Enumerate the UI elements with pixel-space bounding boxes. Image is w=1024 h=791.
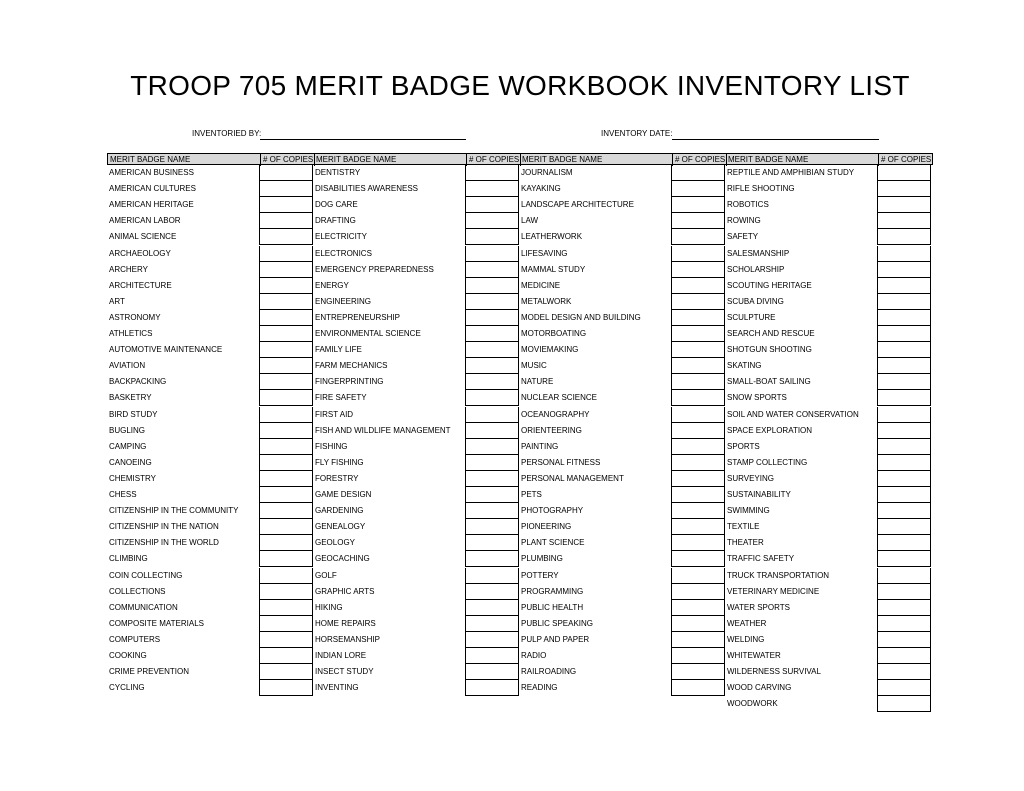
copies-entry-box[interactable]: [465, 165, 519, 181]
copies-entry-box[interactable]: [877, 423, 931, 439]
copies-entry-box[interactable]: [671, 246, 725, 262]
merit-badge-name: PERSONAL FITNESS: [521, 457, 601, 467]
merit-badge-name: SALESMANSHIP: [727, 248, 790, 258]
merit-badge-name: TEXTILE: [727, 522, 760, 532]
copies-entry-box[interactable]: [465, 262, 519, 278]
merit-badge-name: SAFETY: [727, 232, 759, 242]
copies-entry-box[interactable]: [465, 246, 519, 262]
copies-entry-box[interactable]: [259, 632, 313, 648]
merit-badge-name: DISABILITIES AWARENESS: [315, 184, 418, 194]
copies-entry-box[interactable]: [465, 390, 519, 406]
table-header-row: [107, 153, 933, 165]
merit-badge-name: GEOLOGY: [315, 538, 356, 548]
merit-badge-name: CANOEING: [109, 457, 152, 467]
merit-badge-name: METALWORK: [521, 296, 572, 306]
merit-badge-name: WILDERNESS SURVIVAL: [727, 667, 821, 677]
copies-entry-box[interactable]: [259, 262, 313, 278]
copies-entry-box[interactable]: [465, 600, 519, 616]
merit-badge-name: OCEANOGRAPHY: [521, 409, 590, 419]
merit-badge-name: BACKPACKING: [109, 377, 167, 387]
copies-entry-box[interactable]: [259, 342, 313, 358]
copies-entry-box[interactable]: [465, 213, 519, 229]
merit-badge-name: BUGLING: [109, 425, 146, 435]
merit-badge-name: ENERGY: [315, 280, 349, 290]
copies-entry-box[interactable]: [877, 326, 931, 342]
merit-badge-name: BASKETRY: [109, 393, 152, 403]
merit-badge-name: ORIENTEERING: [521, 425, 582, 435]
copies-entry-box[interactable]: [877, 648, 931, 664]
merit-badge-name: AUTOMOTIVE MAINTENANCE: [109, 345, 223, 355]
copies-entry-box[interactable]: [671, 471, 725, 487]
copies-entry-box[interactable]: [259, 439, 313, 455]
merit-badge-name: PUBLIC SPEAKING: [521, 618, 594, 628]
merit-badge-name: SHOTGUN SHOOTING: [727, 345, 812, 355]
copies-entry-box[interactable]: [877, 407, 931, 423]
copies-entry-box[interactable]: [877, 503, 931, 519]
page-title: TROOP 705 MERIT BADGE WORKBOOK INVENTORY LIST: [130, 70, 910, 101]
merit-badge-name: SPACE EXPLORATION: [727, 425, 813, 435]
merit-badge-name: STAMP COLLECTING: [727, 457, 808, 467]
merit-badge-name: WEATHER: [727, 618, 767, 628]
copies-entry-box[interactable]: [259, 278, 313, 294]
copies-entry-box[interactable]: [465, 648, 519, 664]
copies-entry-box[interactable]: [671, 616, 725, 632]
copies-entry-box[interactable]: [671, 535, 725, 551]
merit-badge-name: AMERICAN BUSINESS: [109, 168, 194, 177]
merit-badge-name: RADIO: [521, 651, 547, 660]
merit-badge-name: PIONEERING: [521, 522, 572, 532]
header-copies: # OF COPIES: [675, 155, 726, 164]
copies-entry-box[interactable]: [259, 294, 313, 310]
merit-badge-name: COMPOSITE MATERIALS: [109, 618, 204, 628]
merit-badge-name: MODEL DESIGN AND BUILDING: [521, 312, 641, 322]
merit-badge-name: HIKING: [315, 602, 343, 612]
merit-badge-name: SCOUTING HERITAGE: [727, 280, 812, 290]
merit-badge-name: CITIZENSHIP IN THE COMMUNITY: [109, 506, 239, 516]
copies-entry-box[interactable]: [259, 358, 313, 374]
merit-badge-name: THEATER: [727, 538, 764, 548]
merit-badge-name: RIFLE SHOOTING: [727, 184, 795, 194]
copies-entry-box[interactable]: [465, 664, 519, 680]
copies-entry-box[interactable]: [259, 181, 313, 197]
header-copies: # OF COPIES: [881, 155, 932, 164]
copies-entry-box[interactable]: [465, 503, 519, 519]
inventoried-by-field[interactable]: [260, 139, 466, 140]
merit-badge-name: LANDSCAPE ARCHITECTURE: [521, 200, 634, 210]
merit-badge-name: PETS: [521, 490, 542, 499]
copies-entry-box[interactable]: [877, 471, 931, 487]
copies-entry-box[interactable]: [259, 390, 313, 406]
copies-entry-box[interactable]: [465, 197, 519, 213]
merit-badge-name: GAME DESIGN: [315, 490, 372, 499]
header-copies: # OF COPIES: [469, 155, 520, 164]
copies-entry-box[interactable]: [877, 551, 931, 567]
copies-entry-box[interactable]: [671, 519, 725, 535]
merit-badge-name: SEARCH AND RESCUE: [727, 329, 815, 338]
merit-badge-name: ARCHITECTURE: [109, 280, 172, 290]
merit-badge-name: SMALL-BOAT SAILING: [727, 377, 811, 387]
copies-entry-box[interactable]: [877, 535, 931, 551]
merit-badge-name: WATER SPORTS: [727, 602, 790, 612]
merit-badge-name: SURVEYING: [727, 473, 774, 483]
merit-badge-name: SKATING: [727, 361, 762, 371]
copies-entry-box[interactable]: [671, 423, 725, 439]
copies-entry-box[interactable]: [877, 213, 931, 229]
merit-badge-name: CHESS: [109, 490, 137, 499]
copies-entry-box[interactable]: [671, 278, 725, 294]
copies-entry-box[interactable]: [259, 664, 313, 680]
inventoried-by-label: INVENTORIED BY:: [192, 129, 262, 138]
merit-badge-name: SNOW SPORTS: [727, 393, 787, 403]
merit-badge-name: REPTILE AND AMPHIBIAN STUDY: [727, 168, 855, 177]
copies-entry-box[interactable]: [671, 262, 725, 278]
merit-badge-name: ELECTRONICS: [315, 248, 372, 258]
copies-entry-box[interactable]: [259, 535, 313, 551]
merit-badge-name: NUCLEAR SCIENCE: [521, 393, 598, 403]
merit-badge-name: EMERGENCY PREPAREDNESS: [315, 264, 434, 274]
copies-entry-box[interactable]: [877, 696, 931, 712]
merit-badge-name: MOVIEMAKING: [521, 345, 579, 355]
merit-badge-name: AMERICAN HERITAGE: [109, 200, 194, 210]
copies-entry-box[interactable]: [465, 455, 519, 471]
copies-entry-box[interactable]: [877, 342, 931, 358]
copies-entry-box[interactable]: [877, 632, 931, 648]
copies-entry-box[interactable]: [877, 664, 931, 680]
copies-entry-box[interactable]: [671, 213, 725, 229]
copies-entry-box[interactable]: [671, 487, 725, 503]
copies-entry-box[interactable]: [259, 246, 313, 262]
merit-badge-name: SPORTS: [727, 441, 760, 451]
merit-badge-name: FIRE SAFETY: [315, 393, 367, 403]
copies-entry-box[interactable]: [877, 455, 931, 471]
copies-entry-box[interactable]: [259, 197, 313, 213]
merit-badge-name: PUBLIC HEALTH: [521, 602, 584, 612]
copies-entry-box[interactable]: [259, 471, 313, 487]
copies-entry-box[interactable]: [877, 294, 931, 310]
copies-entry-box[interactable]: [259, 648, 313, 664]
merit-badge-name: SCULPTURE: [727, 312, 776, 322]
copies-entry-box[interactable]: [465, 568, 519, 584]
header-merit-badge-name: MERIT BADGE NAME: [316, 155, 397, 164]
copies-entry-box[interactable]: [465, 310, 519, 326]
merit-badge-name: ART: [109, 296, 125, 306]
copies-entry-box[interactable]: [671, 294, 725, 310]
copies-entry-box[interactable]: [671, 600, 725, 616]
copies-entry-box[interactable]: [259, 487, 313, 503]
copies-entry-box[interactable]: [259, 229, 313, 245]
merit-badge-name: BIRD STUDY: [109, 409, 158, 419]
merit-badge-name: SCHOLARSHIP: [727, 264, 785, 274]
merit-badge-name: CRIME PREVENTION: [109, 667, 190, 677]
copies-entry-box[interactable]: [671, 439, 725, 455]
copies-entry-box[interactable]: [877, 197, 931, 213]
merit-badge-name: CHEMISTRY: [109, 473, 156, 483]
copies-entry-box[interactable]: [877, 374, 931, 390]
inventory-date-field[interactable]: [672, 139, 879, 140]
copies-entry-box[interactable]: [259, 503, 313, 519]
copies-entry-box[interactable]: [259, 310, 313, 326]
copies-entry-box[interactable]: [465, 680, 519, 696]
merit-badge-name: AMERICAN LABOR: [109, 216, 181, 226]
copies-entry-box[interactable]: [465, 535, 519, 551]
copies-entry-box[interactable]: [877, 278, 931, 294]
inventory-date-label: INVENTORY DATE:: [601, 129, 673, 138]
merit-badge-name: RAILROADING: [521, 667, 577, 677]
copies-entry-box[interactable]: [465, 632, 519, 648]
merit-badge-name: TRAFFIC SAFETY: [727, 554, 795, 564]
copies-entry-box[interactable]: [259, 374, 313, 390]
copies-entry-box[interactable]: [671, 326, 725, 342]
copies-entry-box[interactable]: [465, 616, 519, 632]
copies-entry-box[interactable]: [671, 229, 725, 245]
copies-entry-box[interactable]: [465, 294, 519, 310]
copies-entry-box[interactable]: [259, 407, 313, 423]
merit-badge-name: FLY FISHING: [315, 457, 364, 467]
copies-entry-box[interactable]: [671, 503, 725, 519]
merit-badge-name: PHOTOGRAPHY: [521, 506, 584, 516]
merit-badge-name: FINGERPRINTING: [315, 377, 384, 387]
copies-entry-box[interactable]: [877, 487, 931, 503]
copies-entry-box[interactable]: [465, 374, 519, 390]
copies-entry-box[interactable]: [465, 326, 519, 342]
copies-entry-box[interactable]: [671, 551, 725, 567]
merit-badge-name: PERSONAL MANAGEMENT: [521, 473, 624, 483]
merit-badge-name: HORSEMANSHIP: [315, 634, 380, 644]
copies-entry-box[interactable]: [877, 310, 931, 326]
merit-badge-name: CITIZENSHIP IN THE WORLD: [109, 538, 219, 548]
copies-entry-box[interactable]: [259, 326, 313, 342]
merit-badge-name: INSECT STUDY: [315, 667, 374, 677]
copies-entry-box[interactable]: [465, 181, 519, 197]
merit-badge-name: FARM MECHANICS: [315, 361, 388, 371]
merit-badge-name: COIN COLLECTING: [109, 570, 183, 580]
merit-badge-name: DENTISTRY: [315, 168, 361, 177]
copies-entry-box[interactable]: [671, 680, 725, 696]
copies-entry-box[interactable]: [259, 551, 313, 567]
merit-badge-name: DOG CARE: [315, 200, 358, 210]
copies-entry-box[interactable]: [465, 358, 519, 374]
copies-entry-box[interactable]: [877, 616, 931, 632]
merit-badge-name: CAMPING: [109, 441, 147, 451]
merit-badge-name: ARCHERY: [109, 264, 148, 274]
merit-badge-name: PULP AND PAPER: [521, 634, 590, 644]
merit-badge-name: CLIMBING: [109, 554, 148, 564]
merit-badge-name: LAW: [521, 216, 539, 226]
merit-badge-name: HOME REPAIRS: [315, 618, 376, 628]
copies-entry-box[interactable]: [259, 680, 313, 696]
copies-entry-box[interactable]: [465, 439, 519, 455]
copies-entry-box[interactable]: [259, 455, 313, 471]
merit-badge-name: WELDING: [727, 634, 765, 644]
copies-entry-box[interactable]: [259, 519, 313, 535]
copies-entry-box[interactable]: [465, 278, 519, 294]
merit-badge-name: DRAFTING: [315, 216, 356, 226]
merit-badge-name: SWIMMING: [727, 506, 770, 516]
merit-badge-name: CITIZENSHIP IN THE NATION: [109, 522, 219, 532]
copies-entry-box[interactable]: [877, 229, 931, 245]
copies-entry-box[interactable]: [877, 246, 931, 262]
copies-entry-box[interactable]: [877, 390, 931, 406]
copies-entry-box[interactable]: [877, 519, 931, 535]
copies-entry-box[interactable]: [877, 358, 931, 374]
merit-badge-name: ARCHAEOLOGY: [109, 248, 171, 258]
copies-entry-box[interactable]: [671, 342, 725, 358]
merit-badge-name: WHITEWATER: [727, 651, 781, 660]
copies-entry-box[interactable]: [877, 165, 931, 181]
merit-badge-name: GRAPHIC ARTS: [315, 586, 375, 596]
merit-badge-name: COOKING: [109, 651, 147, 660]
merit-badge-name: SOIL AND WATER CONSERVATION: [727, 409, 859, 419]
copies-entry-box[interactable]: [671, 632, 725, 648]
merit-badge-name: LIFESAVING: [521, 248, 568, 258]
copies-entry-box[interactable]: [259, 213, 313, 229]
merit-badge-name: LEATHERWORK: [521, 232, 583, 242]
merit-badge-name: INDIAN LORE: [315, 651, 367, 660]
merit-badge-name: ENVIRONMENTAL SCIENCE: [315, 329, 421, 338]
copies-entry-box[interactable]: [465, 487, 519, 503]
merit-badge-name: AVIATION: [109, 361, 146, 371]
copies-entry-box[interactable]: [465, 407, 519, 423]
merit-badge-name: FISHING: [315, 441, 348, 451]
copies-entry-box[interactable]: [671, 648, 725, 664]
merit-badge-name: ASTRONOMY: [109, 312, 161, 322]
merit-badge-name: ANIMAL SCIENCE: [109, 232, 177, 242]
copies-entry-box[interactable]: [465, 584, 519, 600]
copies-entry-box[interactable]: [465, 423, 519, 439]
merit-badge-name: TRUCK TRANSPORTATION: [727, 570, 830, 580]
copies-entry-box[interactable]: [671, 455, 725, 471]
merit-badge-name: ENGINEERING: [315, 296, 372, 306]
merit-badge-name: COMMUNICATION: [109, 602, 178, 612]
merit-badge-name: PAINTING: [521, 441, 559, 451]
copies-entry-box[interactable]: [671, 584, 725, 600]
merit-badge-name: NATURE: [521, 377, 554, 387]
copies-entry-box[interactable]: [671, 165, 725, 181]
copies-entry-box[interactable]: [259, 616, 313, 632]
copies-entry-box[interactable]: [259, 423, 313, 439]
merit-badge-name: MOTORBOATING: [521, 329, 587, 338]
merit-badge-name: KAYAKING: [521, 184, 561, 194]
merit-badge-name: VETERINARY MEDICINE: [727, 586, 820, 596]
merit-badge-name: ATHLETICS: [109, 329, 153, 338]
copies-entry-box[interactable]: [877, 600, 931, 616]
merit-badge-name: GOLF: [315, 570, 337, 580]
copies-entry-box[interactable]: [877, 262, 931, 278]
merit-badge-name: ENTREPRENEURSHIP: [315, 312, 400, 322]
copies-entry-box[interactable]: [671, 181, 725, 197]
merit-badge-name: AMERICAN CULTURES: [109, 184, 196, 194]
copies-entry-box[interactable]: [671, 407, 725, 423]
copies-entry-box[interactable]: [259, 600, 313, 616]
merit-badge-name: WOOD CARVING: [727, 683, 792, 693]
copies-entry-box[interactable]: [877, 584, 931, 600]
copies-entry-box[interactable]: [877, 680, 931, 696]
merit-badge-name: FORESTRY: [315, 473, 359, 483]
copies-entry-box[interactable]: [465, 342, 519, 358]
merit-badge-name: SCUBA DIVING: [727, 296, 784, 306]
copies-entry-box[interactable]: [671, 310, 725, 326]
merit-badge-name: MUSIC: [521, 361, 547, 371]
copies-entry-box[interactable]: [259, 568, 313, 584]
copies-entry-box[interactable]: [671, 568, 725, 584]
copies-entry-box[interactable]: [259, 165, 313, 181]
header-merit-badge-name: MERIT BADGE NAME: [522, 155, 603, 164]
copies-entry-box[interactable]: [671, 374, 725, 390]
merit-badge-name: JOURNALISM: [521, 168, 573, 177]
merit-badge-name: ROWING: [727, 216, 761, 226]
merit-badge-name: FIRST AID: [315, 409, 354, 419]
merit-badge-name: ROBOTICS: [727, 200, 769, 210]
merit-badge-name: COMPUTERS: [109, 634, 161, 644]
copies-entry-box[interactable]: [877, 439, 931, 455]
inventory-table: [107, 153, 933, 718]
merit-badge-name: PROGRAMMING: [521, 586, 584, 596]
merit-badge-name: GARDENING: [315, 506, 364, 516]
copies-entry-box[interactable]: [877, 568, 931, 584]
merit-badge-name: INVENTING: [315, 683, 359, 693]
copies-entry-box[interactable]: [877, 181, 931, 197]
copies-entry-box[interactable]: [259, 584, 313, 600]
merit-badge-name: FAMILY LIFE: [315, 345, 362, 355]
merit-badge-name: PLANT SCIENCE: [521, 538, 585, 548]
merit-badge-name: WOODWORK: [727, 699, 778, 709]
merit-badge-name: FISH AND WILDLIFE MANAGEMENT: [315, 425, 451, 435]
header-merit-badge-name: MERIT BADGE NAME: [110, 155, 191, 164]
merit-badge-name: GEOCACHING: [315, 554, 370, 564]
copies-entry-box[interactable]: [465, 519, 519, 535]
merit-badge-name: ELECTRICITY: [315, 232, 368, 242]
merit-badge-name: PLUMBING: [521, 554, 563, 564]
header-merit-badge-name: MERIT BADGE NAME: [728, 155, 809, 164]
merit-badge-name: COLLECTIONS: [109, 586, 166, 596]
merit-badge-name: POTTERY: [521, 570, 559, 580]
copies-entry-box[interactable]: [465, 229, 519, 245]
copies-entry-box[interactable]: [671, 197, 725, 213]
copies-entry-box[interactable]: [671, 358, 725, 374]
copies-entry-box[interactable]: [671, 664, 725, 680]
merit-badge-name: MAMMAL STUDY: [521, 264, 586, 274]
merit-badge-name: GENEALOGY: [315, 522, 366, 532]
copies-entry-box[interactable]: [465, 471, 519, 487]
header-copies: # OF COPIES: [263, 155, 314, 164]
merit-badge-name: SUSTAINABILITY: [727, 490, 791, 499]
copies-entry-box[interactable]: [671, 390, 725, 406]
merit-badge-name: READING: [521, 683, 558, 693]
merit-badge-name: MEDICINE: [521, 280, 561, 290]
merit-badge-name: CYCLING: [109, 683, 145, 693]
copies-entry-box[interactable]: [465, 551, 519, 567]
